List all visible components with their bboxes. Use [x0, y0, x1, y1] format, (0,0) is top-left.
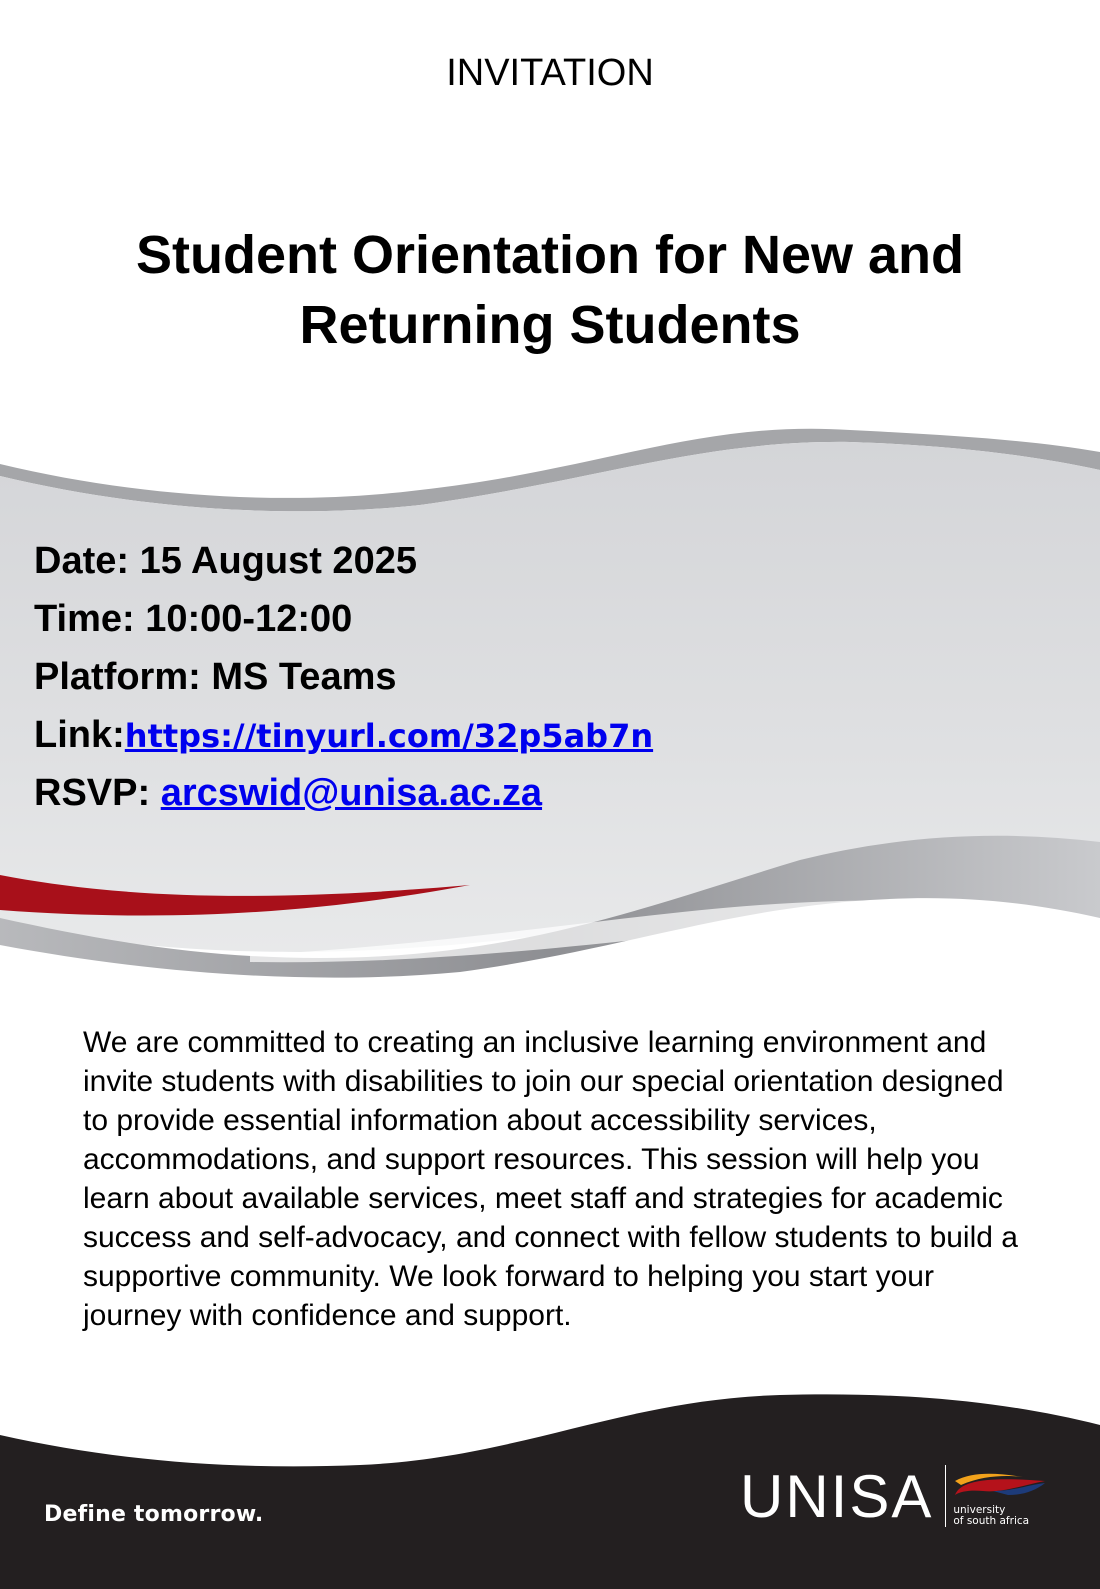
- time-value: 10:00-12:00: [145, 598, 353, 640]
- tagline: Define tomorrow.: [44, 1502, 264, 1527]
- date-value: 15 August 2025: [139, 540, 417, 582]
- link-line: [34, 706, 653, 764]
- invitation-kicker: INVITATION: [446, 52, 654, 94]
- event-description: We are committed to creating an inclusive learning environment and invite students with disabilities to join our special orientation designed to provide essential information about accessibility services, accommodations, and support resources. This session will help you learn about available services, meet staff and strategies for academic success and self-advocacy, and connect with fellow students to build a supportive community. We look forward to helping you start your journey with confidence and support.: [83, 1026, 1018, 1332]
- date-line: [34, 532, 653, 590]
- date-label: Date:: [34, 540, 130, 582]
- logo-sub-line1: university: [953, 1504, 1006, 1516]
- time-label: Time:: [34, 598, 135, 640]
- unisa-logo: [740, 1463, 1049, 1530]
- event-title: Student Orientation for New and Returning Students: [135, 225, 964, 355]
- logo-sub-line2: of south africa: [953, 1515, 1030, 1527]
- logo-divider: [945, 1465, 946, 1527]
- meeting-link[interactable]: https://tinyurl.com/32p5ab7n: [124, 717, 654, 755]
- platform-line: [34, 648, 653, 706]
- rsvp-email-link[interactable]: arcswid@unisa.ac.za: [160, 772, 543, 814]
- logo-wordmark: UNISA: [740, 1463, 934, 1530]
- link-label: Link:: [34, 714, 125, 756]
- event-details: [34, 532, 653, 822]
- rsvp-label: RSVP:: [34, 772, 151, 814]
- platform-label: Platform:: [34, 656, 201, 698]
- logo-right: [953, 1465, 1049, 1527]
- flag-swoosh-icon: [953, 1471, 1049, 1499]
- rsvp-line: [34, 764, 653, 822]
- platform-value: MS Teams: [211, 656, 397, 698]
- time-line: [34, 590, 653, 648]
